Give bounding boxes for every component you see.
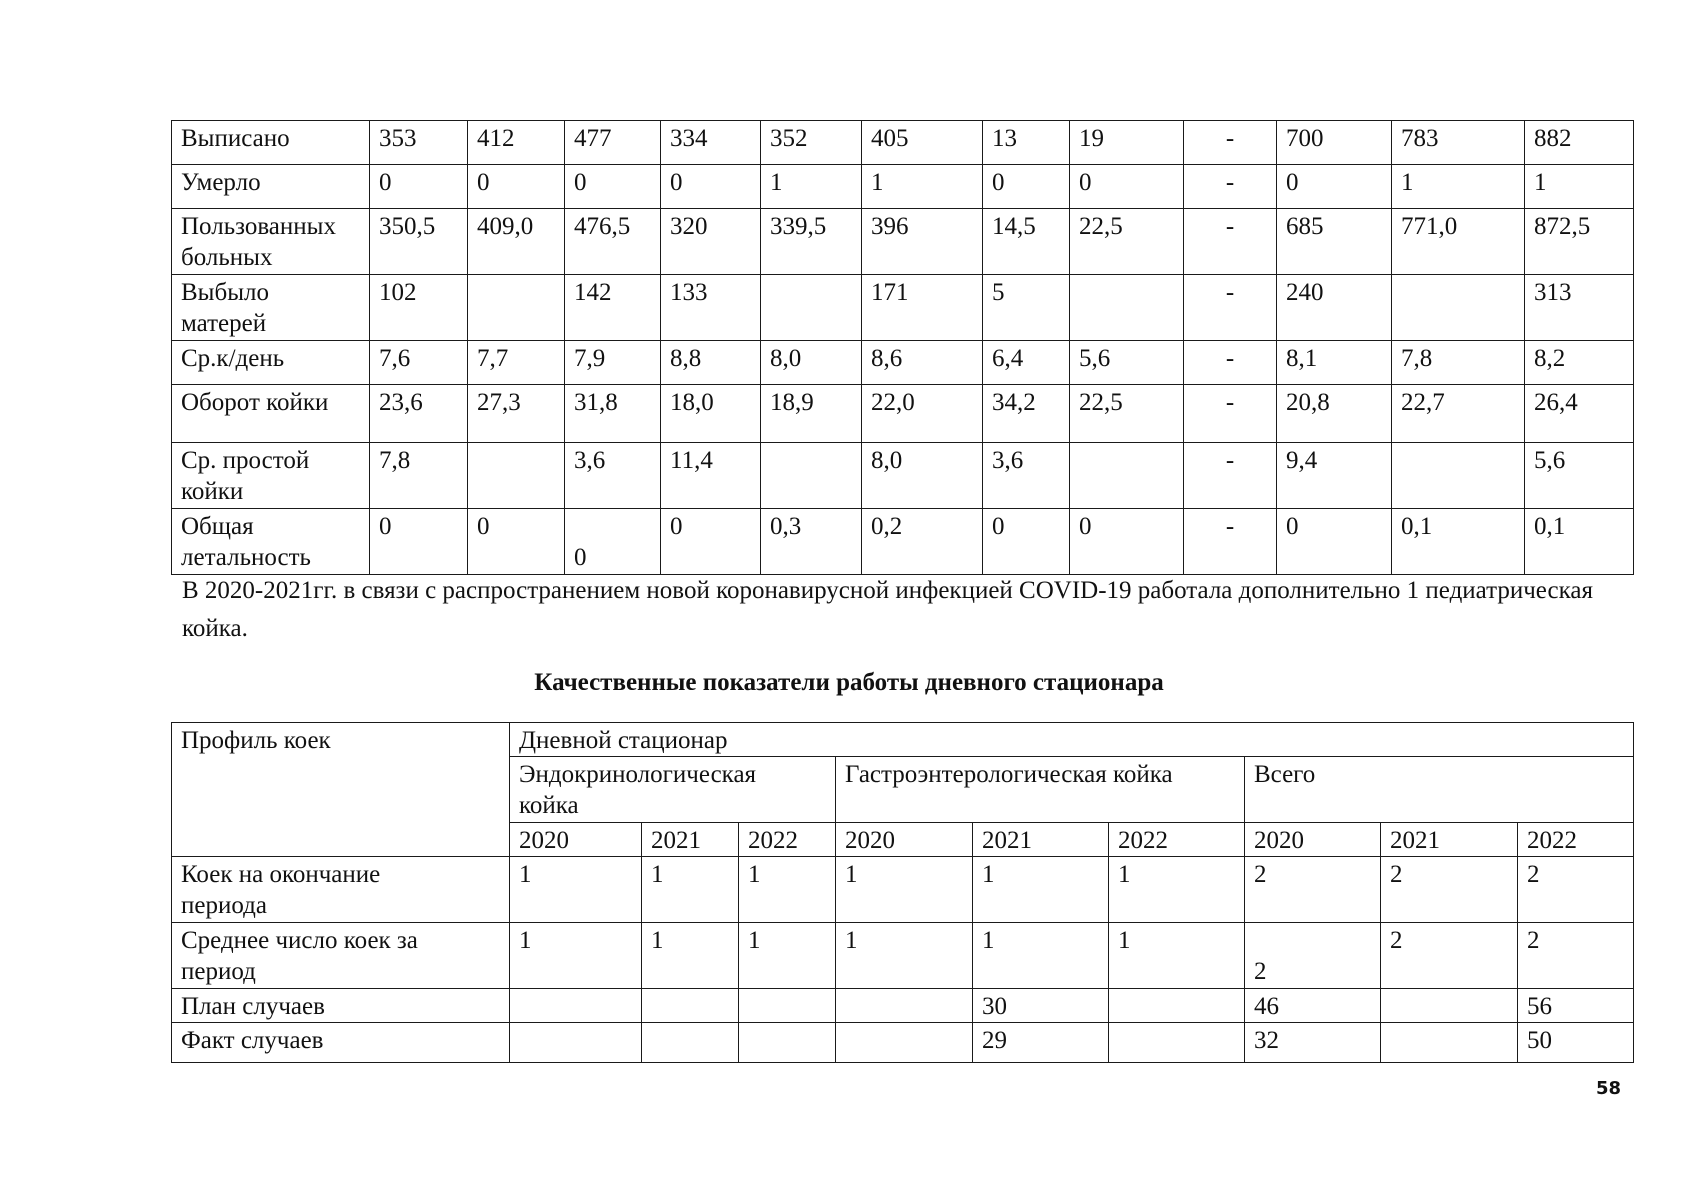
value-cell: [510, 1023, 642, 1063]
row-label-cell: Ср.к/день: [172, 341, 370, 385]
group-header-cell: Дневной стационар: [510, 723, 1634, 757]
table-row: [172, 989, 1634, 1023]
value-cell: 7,8: [370, 443, 468, 509]
value-cell: 23,6: [370, 385, 468, 443]
value-cell: 1: [973, 923, 1109, 989]
value-cell: 2: [1245, 923, 1381, 989]
value-cell: [739, 989, 836, 1023]
value-cell: 32: [1245, 1023, 1381, 1063]
value-cell: 14,5: [983, 209, 1070, 275]
value-cell: 0: [565, 509, 661, 575]
value-cell: 171: [862, 275, 983, 341]
value-cell: [1109, 1023, 1245, 1063]
value-cell: -: [1184, 121, 1277, 165]
value-cell: 334: [661, 121, 761, 165]
value-cell: [1070, 275, 1184, 341]
table-row: [172, 857, 1634, 923]
value-cell: 1: [1109, 857, 1245, 923]
value-cell: [1392, 443, 1525, 509]
value-cell: 5,6: [1525, 443, 1634, 509]
value-cell: 7,6: [370, 341, 468, 385]
value-cell: 320: [661, 209, 761, 275]
value-cell: 0: [661, 165, 761, 209]
value-cell: 0: [1277, 509, 1392, 575]
value-cell: 0: [468, 509, 565, 575]
year-header-cell: 2020: [836, 823, 973, 857]
value-cell: 313: [1525, 275, 1634, 341]
value-cell: 1: [1525, 165, 1634, 209]
value-cell: 6,4: [983, 341, 1070, 385]
value-cell: [1381, 989, 1518, 1023]
value-cell: 882: [1525, 121, 1634, 165]
subgroup-header-cell: Гастроэнтерологическая койка: [836, 757, 1245, 823]
table-row: [172, 341, 1634, 385]
table-row: [172, 923, 1634, 989]
value-cell: 476,5: [565, 209, 661, 275]
value-cell: 1: [510, 923, 642, 989]
value-cell: 26,4: [1525, 385, 1634, 443]
value-cell: 8,1: [1277, 341, 1392, 385]
value-cell: [1070, 443, 1184, 509]
value-cell: 0,2: [862, 509, 983, 575]
value-cell: 8,2: [1525, 341, 1634, 385]
profile-header-cell: Профиль коек: [172, 723, 510, 857]
value-cell: -: [1184, 341, 1277, 385]
value-cell: -: [1184, 165, 1277, 209]
value-cell: 477: [565, 121, 661, 165]
value-cell: 1: [1392, 165, 1525, 209]
value-cell: 0: [370, 509, 468, 575]
value-cell: 46: [1245, 989, 1381, 1023]
row-label-cell: Коек на окончание периода: [172, 857, 510, 923]
value-cell: 11,4: [661, 443, 761, 509]
subgroup-header-cell: Эндокринологическая койка: [510, 757, 836, 823]
value-cell: 1: [642, 923, 739, 989]
value-cell: 0: [1277, 165, 1392, 209]
value-cell: 102: [370, 275, 468, 341]
value-cell: 1: [973, 857, 1109, 923]
value-cell: 0: [370, 165, 468, 209]
value-cell: [468, 275, 565, 341]
table-row: [172, 1023, 1634, 1063]
value-cell: 18,0: [661, 385, 761, 443]
value-cell: 22,7: [1392, 385, 1525, 443]
table-row: [172, 509, 1634, 575]
value-cell: 2: [1518, 857, 1634, 923]
row-label-cell: Умерло: [172, 165, 370, 209]
value-cell: 350,5: [370, 209, 468, 275]
value-cell: 7,8: [1392, 341, 1525, 385]
value-cell: 7,7: [468, 341, 565, 385]
table-row: [172, 275, 1634, 341]
year-header-cell: 2021: [973, 823, 1109, 857]
value-cell: 771,0: [1392, 209, 1525, 275]
value-cell: 9,4: [1277, 443, 1392, 509]
value-cell: 1: [761, 165, 862, 209]
value-cell: 22,0: [862, 385, 983, 443]
year-header-cell: 2021: [642, 823, 739, 857]
value-cell: 0: [983, 165, 1070, 209]
section-heading: Качественные показатели работы дневного стационара: [534, 669, 1164, 696]
value-cell: 142: [565, 275, 661, 341]
value-cell: [1392, 275, 1525, 341]
value-cell: 22,5: [1070, 209, 1184, 275]
row-label-cell: Оборот койки: [172, 385, 370, 443]
page-number: 58: [1596, 1078, 1622, 1099]
value-cell: 7,9: [565, 341, 661, 385]
value-cell: [739, 1023, 836, 1063]
value-cell: [642, 1023, 739, 1063]
value-cell: 405: [862, 121, 983, 165]
value-cell: 1: [510, 857, 642, 923]
value-cell: 409,0: [468, 209, 565, 275]
value-cell: [836, 989, 973, 1023]
value-cell: 29: [973, 1023, 1109, 1063]
value-cell: 8,8: [661, 341, 761, 385]
value-cell: -: [1184, 275, 1277, 341]
value-cell: 0: [565, 165, 661, 209]
value-cell: 872,5: [1525, 209, 1634, 275]
value-cell: 1: [862, 165, 983, 209]
value-cell: 20,8: [1277, 385, 1392, 443]
value-cell: 133: [661, 275, 761, 341]
value-cell: 34,2: [983, 385, 1070, 443]
value-cell: 31,8: [565, 385, 661, 443]
value-cell: 19: [1070, 121, 1184, 165]
value-cell: 0: [1070, 165, 1184, 209]
value-cell: -: [1184, 509, 1277, 575]
value-cell: 2: [1245, 857, 1381, 923]
value-cell: 412: [468, 121, 565, 165]
value-cell: -: [1184, 443, 1277, 509]
year-header-cell: 2022: [1109, 823, 1245, 857]
value-cell: [761, 443, 862, 509]
value-cell: 0,1: [1525, 509, 1634, 575]
year-header-cell: 2020: [510, 823, 642, 857]
row-label-cell: Ср. простой койки: [172, 443, 370, 509]
value-cell: 0: [983, 509, 1070, 575]
value-cell: 30: [973, 989, 1109, 1023]
value-cell: 8,0: [862, 443, 983, 509]
day-hospital-table: [171, 722, 1634, 1063]
value-cell: 0: [468, 165, 565, 209]
value-cell: 22,5: [1070, 385, 1184, 443]
value-cell: 1: [739, 923, 836, 989]
value-cell: 8,0: [761, 341, 862, 385]
table-row: [172, 165, 1634, 209]
year-header-cell: 2020: [1245, 823, 1381, 857]
value-cell: [1381, 1023, 1518, 1063]
year-header-cell: 2022: [1518, 823, 1634, 857]
value-cell: [642, 989, 739, 1023]
value-cell: 0: [661, 509, 761, 575]
value-cell: 27,3: [468, 385, 565, 443]
value-cell: 1: [1109, 923, 1245, 989]
value-cell: -: [1184, 385, 1277, 443]
value-cell: 685: [1277, 209, 1392, 275]
row-label-cell: Выписано: [172, 121, 370, 165]
table-row: [172, 385, 1634, 443]
value-cell: 240: [1277, 275, 1392, 341]
row-label-cell: Общая летальность: [172, 509, 370, 575]
value-cell: 1: [642, 857, 739, 923]
year-header-cell: 2022: [739, 823, 836, 857]
value-cell: 5: [983, 275, 1070, 341]
row-label-cell: Факт случаев: [172, 1023, 510, 1063]
value-cell: 3,6: [565, 443, 661, 509]
value-cell: 1: [836, 857, 973, 923]
value-cell: 1: [836, 923, 973, 989]
value-cell: [510, 989, 642, 1023]
value-cell: 13: [983, 121, 1070, 165]
value-cell: [761, 275, 862, 341]
value-cell: [1109, 989, 1245, 1023]
value-cell: 56: [1518, 989, 1634, 1023]
value-cell: [836, 1023, 973, 1063]
value-cell: 5,6: [1070, 341, 1184, 385]
value-cell: 3,6: [983, 443, 1070, 509]
year-header-cell: 2021: [1381, 823, 1518, 857]
row-label-cell: Выбыло матерей: [172, 275, 370, 341]
subgroup-header-cell: Всего: [1245, 757, 1634, 823]
value-cell: 396: [862, 209, 983, 275]
value-cell: -: [1184, 209, 1277, 275]
row-label-cell: Пользованных больных: [172, 209, 370, 275]
value-cell: 50: [1518, 1023, 1634, 1063]
value-cell: 783: [1392, 121, 1525, 165]
value-cell: 2: [1381, 923, 1518, 989]
hospital-stats-table: [171, 120, 1634, 575]
value-cell: 0: [1070, 509, 1184, 575]
value-cell: 2: [1381, 857, 1518, 923]
value-cell: [468, 443, 565, 509]
row-label-cell: План случаев: [172, 989, 510, 1023]
table-row: [172, 443, 1634, 509]
value-cell: 339,5: [761, 209, 862, 275]
value-cell: 8,6: [862, 341, 983, 385]
value-cell: 353: [370, 121, 468, 165]
value-cell: 700: [1277, 121, 1392, 165]
row-label-cell: Среднее число коек за период: [172, 923, 510, 989]
value-cell: 0,1: [1392, 509, 1525, 575]
value-cell: 0,3: [761, 509, 862, 575]
value-cell: 18,9: [761, 385, 862, 443]
value-cell: 1: [739, 857, 836, 923]
table-row: [172, 209, 1634, 275]
value-cell: 352: [761, 121, 862, 165]
value-cell: 2: [1518, 923, 1634, 989]
table-row: [172, 121, 1634, 165]
covid-note: В 2020-2021гг. в связи с распространением новой коронавирусной инфекцией COVID-19 работала дополнительно 1 педиатрическая койка.: [182, 577, 1593, 642]
